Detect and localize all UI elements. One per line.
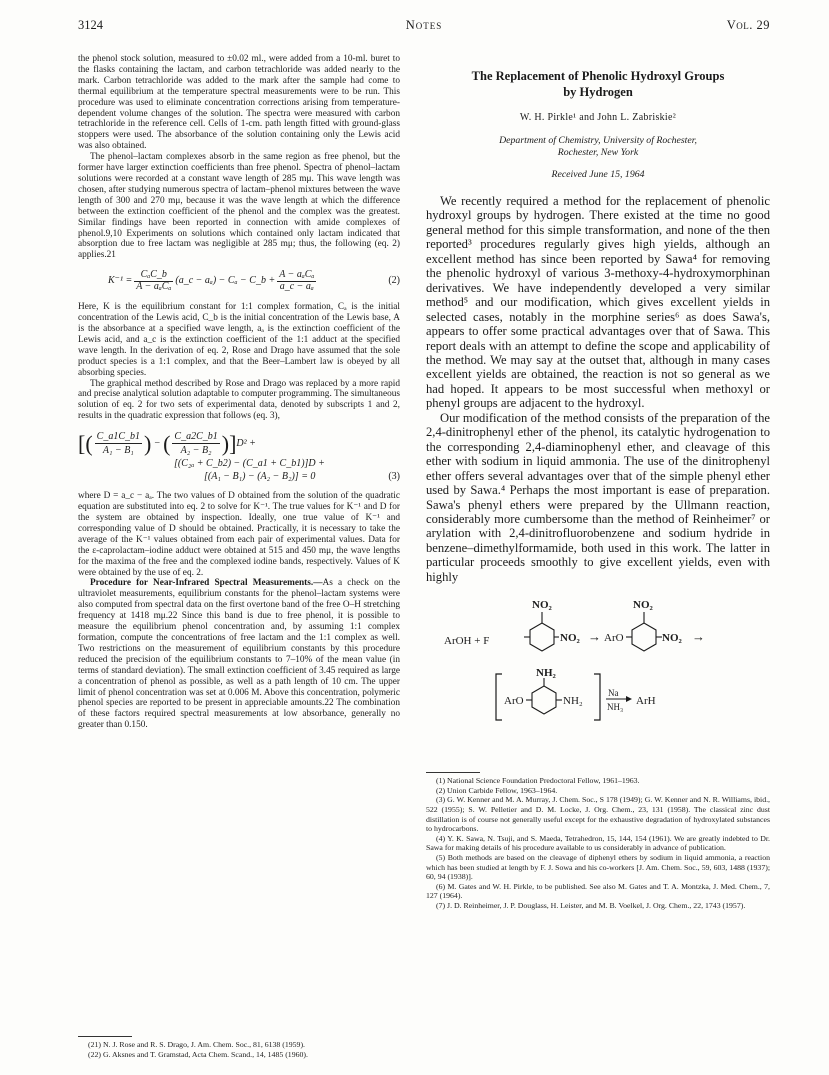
footnote-rule xyxy=(78,1036,132,1037)
reaction-scheme xyxy=(426,588,770,768)
eq-middle: (a_c − aₐ) − Cₐ − C_b + xyxy=(175,274,276,286)
section-heading: Procedure for Near-Infrared Spectral Measurements.— xyxy=(90,578,323,589)
footnote: (1) National Science Foundation Predoctoral Fellow, 1961–1963. xyxy=(436,776,640,786)
scheme-label: NH₃ xyxy=(607,702,624,713)
paragraph: The graphical method described by Rose and Drago was replaced by a more rapid and precise analytical solution adaptable to computer programming. The simultaneous solution of eq. 2 for two sets of experimental data, denoted by subscripts 1 and 2, results in the quadratic expression that follows (eq. 3), xyxy=(78,378,400,422)
footnote: (6) M. Gates and W. H. Pirkle, to be published. See also M. Gates and T. A. Montzka, J. Med. Chem., 7, 127 (1964). xyxy=(426,881,770,901)
scheme-label: NO₂ xyxy=(560,632,580,645)
page-number: 3124 xyxy=(78,18,103,32)
equation-2 xyxy=(78,267,400,295)
right-footnotes xyxy=(426,772,770,910)
benzene-ring xyxy=(532,686,556,714)
scheme-label: ArH xyxy=(636,695,656,708)
footnote: (21) N. J. Rose and R. S. Drago, J. Am. Chem. Soc., 81, 6138 (1959). xyxy=(88,1040,306,1049)
equation-number: (2) xyxy=(388,274,400,286)
scheme-label: NO₂ xyxy=(633,599,653,612)
footnote: (3) G. W. Kenner and M. A. Murray, J. Chem. Soc., S 178 (1949); G. W. Kenner and N. R. Williams, ibid., 522 (1955); S. W. Pelletier and D. M. Locke, J. Org. Chem., 23, 131 (1958). The classical zinc dust distillation is of course not generally useful except for the exhaustive degradation of hydroxylated substances to hydrocarbons. xyxy=(426,795,770,834)
left-footnotes xyxy=(78,1036,400,1059)
footnote-rule xyxy=(426,772,480,773)
bracket-left xyxy=(496,674,502,720)
paragraph: Procedure for Near-Infrared Spectral Measurements.—As a check on the ultraviolet measurements, equilibrium constants for the phenol–lactam systems were also computed from spectral data on the first overtone band of the free O–H stretching frequency at 1418 mμ.22 Since this band is due to free phenol, it is possible to measure the equilibrium phenol concentration and, by assuming 1:1 complex formation, compute the concentrations of free lactam and the 1:1 complex as well. Two restrictions on the measurement of equilibrium constants by this procedure reduced the precision of the equilibrium constants to 7–10% of the mean value (in terms of standard deviation). The small extinction coefficient of 3.45 required as large a concentration of phenol as possible, as well as a path length of 10 cm. The upper limit of phenol concentration was set at 0.006 M. Above this concentration, polymeric phenol species are reported to be present in appreciable amounts.22 The combination of these factors required spectral measurements at low absorbance, generally no greater than 0.150. xyxy=(78,578,400,731)
left-column xyxy=(78,54,400,731)
eq-fraction: $\frac{\text{CₐC\_b}}{\text{A − aₐCₐ}}$ xyxy=(136,268,172,292)
bracket-right xyxy=(594,674,600,720)
running-header xyxy=(78,18,770,36)
benzene-ring xyxy=(530,623,554,651)
reaction-scheme-drawing xyxy=(426,588,770,768)
arrow-icon: → xyxy=(692,629,705,645)
footnote: (5) Both methods are based on the cleavage of diphenyl ethers by sodium in liquid ammonia, a reaction which has been studied at length by F. J. Sowa and his co-workers [J. Am. Chem. Soc., 59, 603, 1488 (1937); 60, 94 (1938)]. xyxy=(426,852,770,882)
scheme-label: NO₂ xyxy=(532,599,552,612)
volume-label: Vol. 29 xyxy=(726,18,770,32)
authors: W. H. Pirkle¹ and John L. Zabriskie² xyxy=(519,112,677,123)
article-title: The Replacement of Phenolic Hydroxyl Groups by Hydrogen xyxy=(471,69,725,99)
paragraph: where D = a_c − aₐ. The two values of D obtained from the solution of the quadratic equation are substituted into eq. 2 to solve for K⁻¹. The true values for K⁻¹ and D for the system are obtained by inspection. Ideally, one true value of K⁻¹ and corresponding value of D should be obtained. Practically, it is necessary to take the average of the K⁻¹ values obtained from each pair of experimental values. Data for the ε-caprolactam–iodine adduct were obtained at 515 and 450 mμ, the wave lengths for the maxima of the free and the complexed iodine bands, respectively. Values of K were obtained by the use of eq. 2. xyxy=(78,491,400,578)
paragraph: The phenol–lactam complexes absorb in the same region as free phenol, but the former have larger extinction coefficients than free phenol. Spectra of phenol–lactam solutions were recorded at a constant wave length of 285 mμ. This wave length was chosen, after studying numerous spectra of lactam–phenol mixtures between the wave length of 300 and 270 mμ, because it was the wave length at which the difference between the extinction coefficient of the phenol and the complex was the greatest. Similar findings have been reported in connection with amide complexes of phenol.9,10 Experiments on solutions which contained only lactam indicated that absorption due to free lactam was negligible at 285 mμ; thus, the following (eq. 2) applies.21 xyxy=(78,152,400,261)
eq-fraction: $\frac{\text{A − aₐCₐ}}{\text{a\_c − aₐ}}$ xyxy=(279,268,315,292)
scheme-label: NH₂ xyxy=(536,667,556,680)
scheme-label: ArOH + F xyxy=(444,635,490,648)
arrow-icon: → xyxy=(588,629,601,645)
footnote: (7) J. D. Reinheimer, J. P. Douglass, H. Leister, and M. B. Voelkel, J. Org. Chem., 22, 1743 (1957). xyxy=(436,900,746,910)
eq-fraction: $\frac{C\_a1C\_b1}{\text{A₁ − B₁}}$ xyxy=(96,431,140,457)
scheme-label: Na xyxy=(608,688,619,699)
paragraph: the phenol stock solution, measured to ±0.02 ml., were added from a 10-ml. buret to the flasks containing the lactam, and carbon tetrachloride was added nearly to the mark. Carbon tetrachloride was added to the mark after the sample had come to thermal equilibrium at the temperature spectral measurements were to be run. This procedure was used to eliminate concentration corrections arising from temperature-dependent volume changes of the solution. The spectra were measured with carbon tetrachloride in the reference cell. Cells of 1-cm. path length fitted with ground-glass stoppers were used. The absorbance of the solution containing only the Lewis acid was also obtained. xyxy=(78,54,400,152)
equation-number: (3) xyxy=(388,471,400,483)
footnote: (4) Y. K. Sawa, N. Tsuji, and S. Maeda, Tetrahedron, 15, 144, 154 (1961). We are greatly indebted to Dr. Sawa for making details of his procedure available to us considerably in advance of publication. xyxy=(426,833,770,853)
scheme-label: ArO xyxy=(504,695,524,708)
affiliation: Department of Chemistry, University of Rochester, Rochester, New York xyxy=(499,135,697,158)
scheme-label: NH₂ xyxy=(563,695,583,708)
right-column xyxy=(426,54,770,911)
equation-3: [( $\frac{C\_a1C\_b1}{\text{A₁ − B₁}}$ ) − ( $\frac{C\_a2C\_b1}{\text{A₂ − B₂}}$ )] D² + [(C₂ₐ + C_b2) − (C_a1 + C_b1)]D + [(A₁ − B₁) − (A₂ − B₂)] = 0 (3) xyxy=(78,430,400,483)
paragraph: We recently required a method for the replacement of phenolic hydroxyl groups by hydrogen. There existed at the time no good general method for this simple transformation, and none of the then reported³ procedures regularly gives high yields, although an excellent method has since been reported by Sawa⁴ for removing the phenolic hydroxyl of various 3-methoxy-4-hydroxymorphinan derivatives. We have independently developed a very similar method⁵ and our modification, which gives excellent yields in selected cases, notably in the morphine series⁶ as does Sawa's, appears to offer some practical advantages over that of Sawa. This report deals with an attempt to define the scope and applicability of the method. We may say at the outset that, although in many cases excellent yields are obtained, the reaction is not so general as we had hoped. It appears to be most successful when methoxyl or phenyl groups are adjacent to the hydroxyl. xyxy=(426,194,770,411)
article-body xyxy=(426,194,770,584)
scheme-label: NO₂ xyxy=(662,632,682,645)
paragraph: Our modification of the method consists of the preparation of the 2,4-dinitrophenyl ether of the phenol, its catalytic hydrogenation to the corresponding 2,4-diaminophenyl ether, and cleavage of this ether with sodium in liquid ammonia. The use of the dinitrophenyl ether offers several advantages over that of the simple phenyl ether used by Sawa.⁴ Perhaps the most important is ease of preparation. Sawa's phenyl ethers were prepared by the Ullmann reaction, considerably more cumbersome than the method of Reinheimer⁷ or arylation with 2,4-dinitrofluorobenzene and sodium hydride in benzene–dimethylformamide, both used in this work. The latter in particular proceeds smoothly to give excellent yields, even with highly xyxy=(426,410,770,584)
footnote: (2) Union Carbide Fellow, 1963–1964. xyxy=(436,785,558,795)
eq-fraction: $\frac{C\_a2C\_b1}{\text{A₂ − B₂}}$ xyxy=(174,431,218,457)
section-name: Notes xyxy=(405,18,443,32)
eq-lhs: K⁻¹ = xyxy=(108,274,133,286)
received-date: Received June 15, 1964 xyxy=(551,169,645,180)
paragraph: Here, K is the equilibrium constant for 1:1 complex formation, Cₐ is the initial concentration of the Lewis acid, C_b is the initial concentration of the Lewis base, A is the absorbance at a specified wave length, aₐ is the extinction coefficient of the Lewis acid, and a_c is the extinction coefficient of the 1:1 adduct at the specified wave length. In the derivation of eq. 2, Rose and Drago have assumed that the sole product species is a 1:1 complex, and that the Beer–Lambert law is obeyed by all absorbing species. xyxy=(78,302,400,378)
footnote: (22) G. Aksnes and T. Gramstad, Acta Chem. Scand., 14, 1485 (1960). xyxy=(88,1049,308,1059)
benzene-ring xyxy=(632,623,656,651)
scheme-label: ArO xyxy=(604,632,624,645)
